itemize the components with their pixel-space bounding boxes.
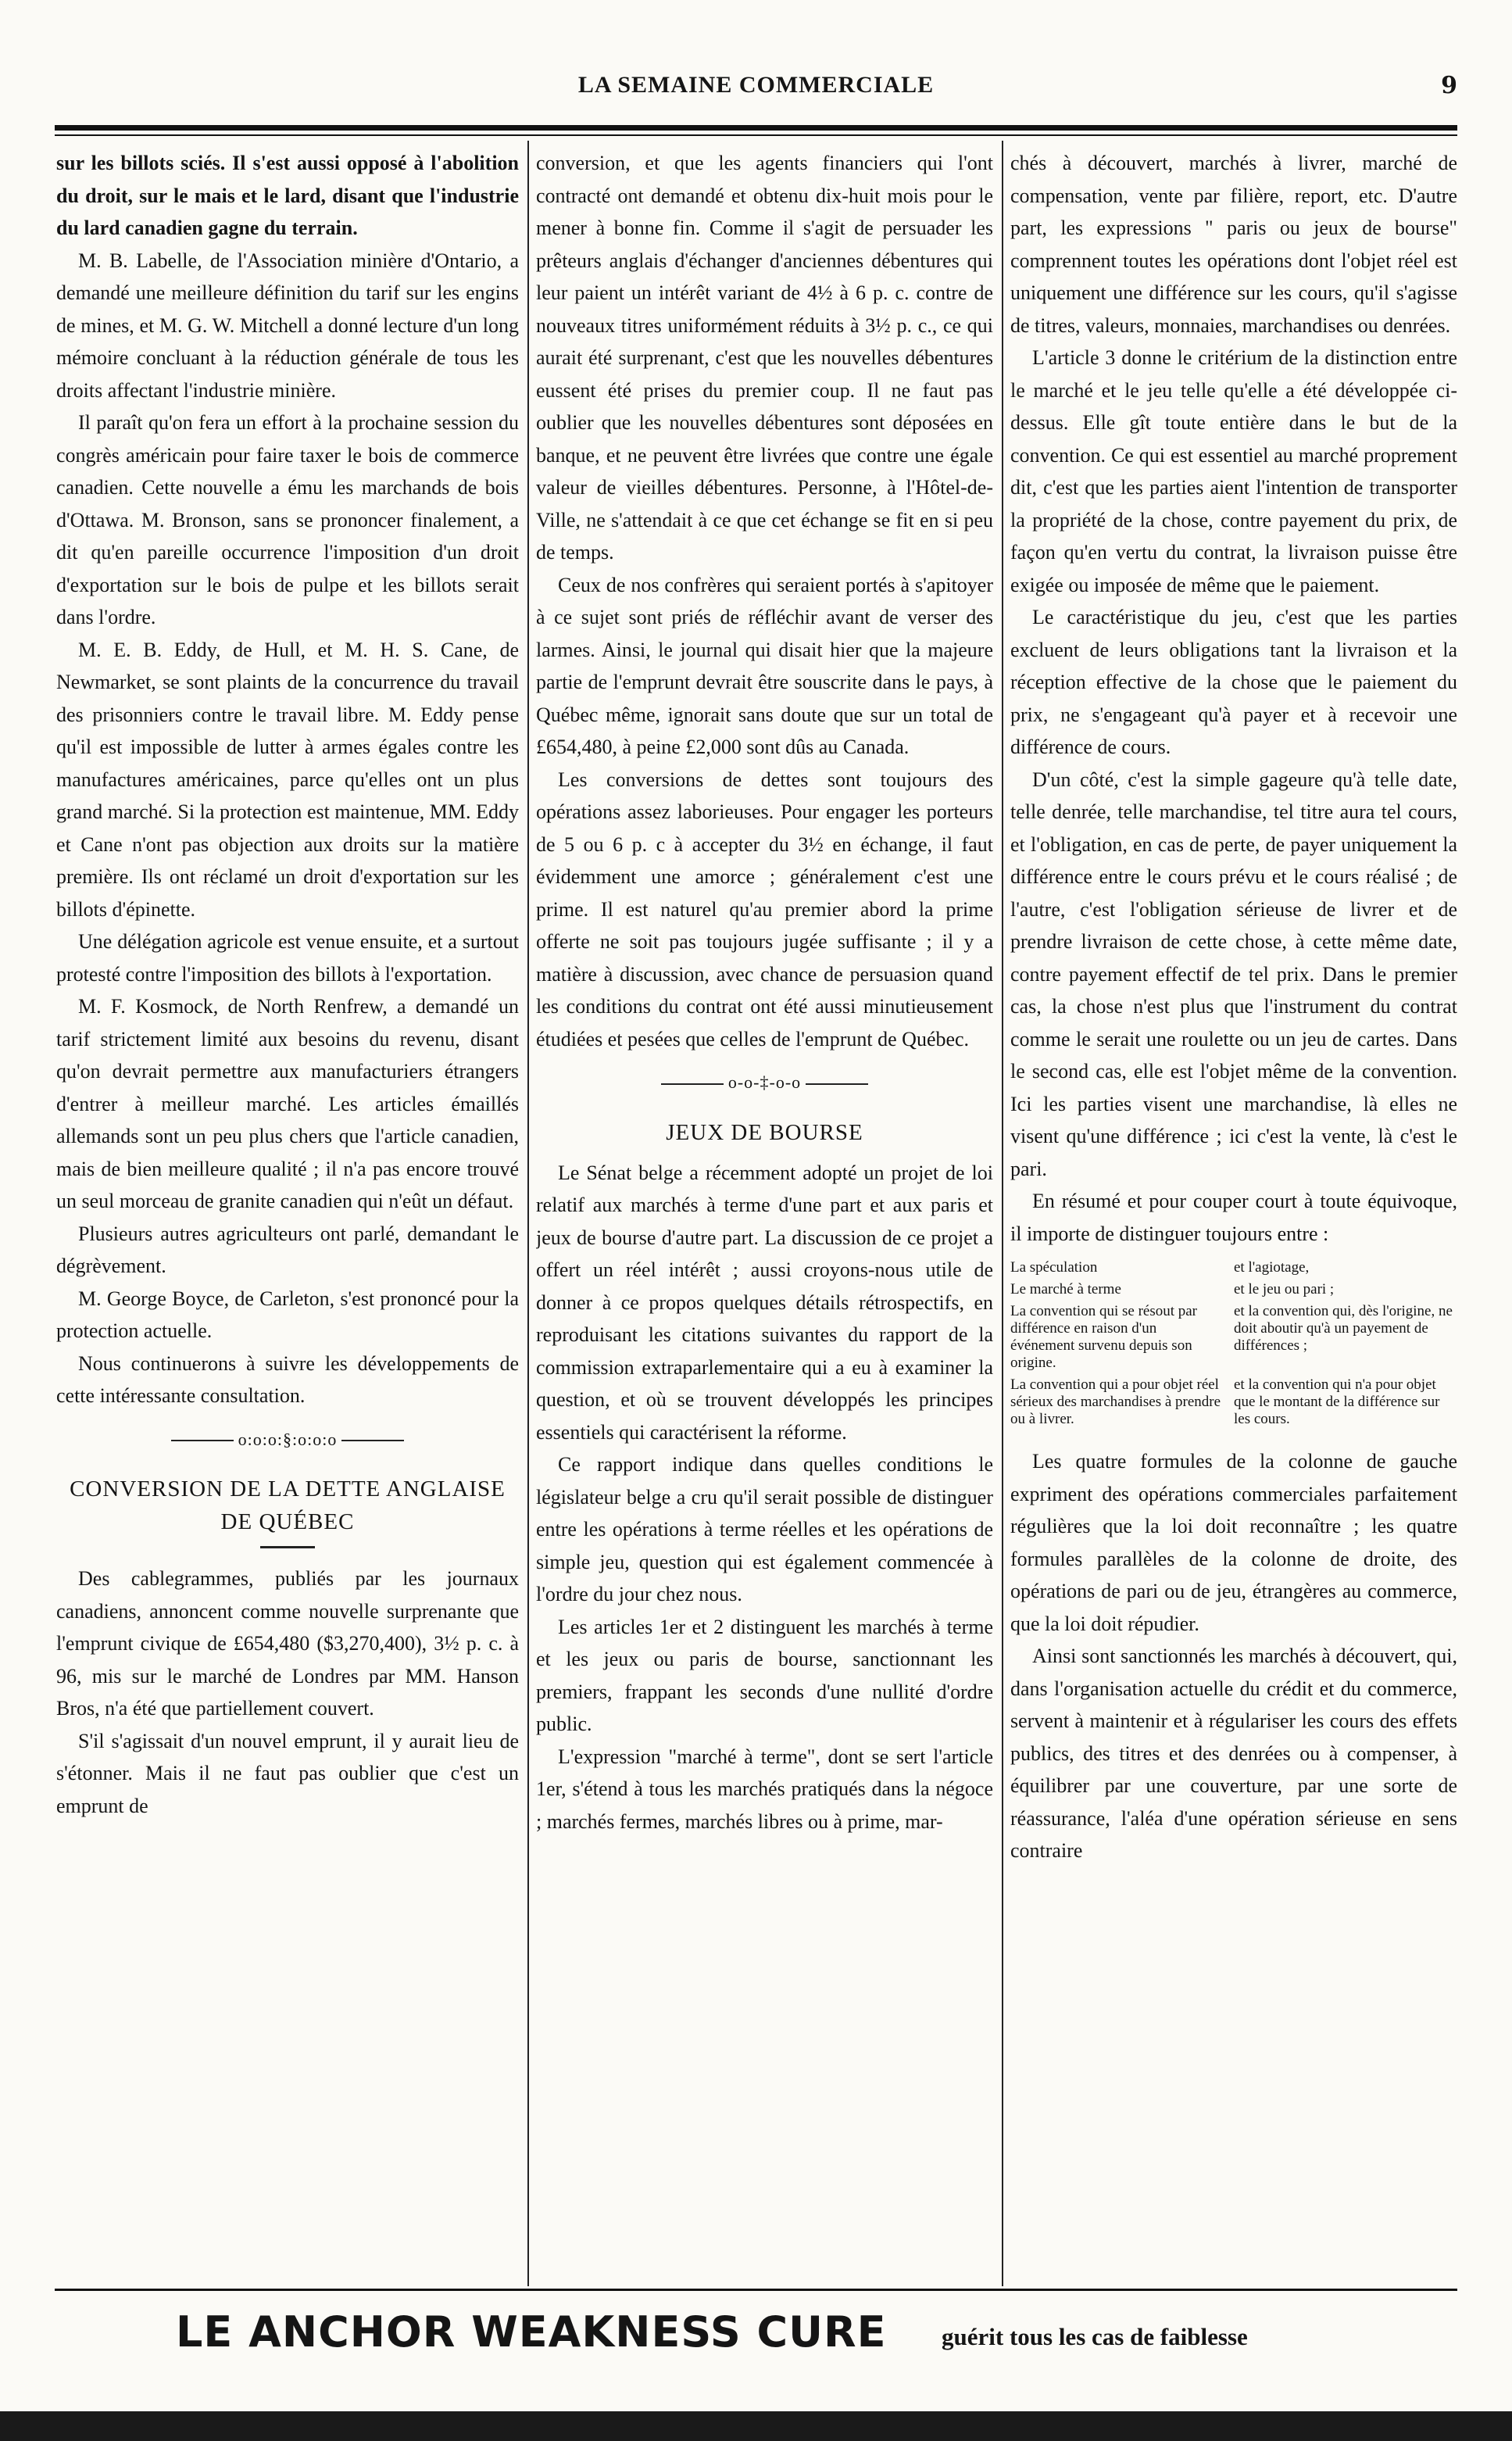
paragraph: M. F. Kosmock, de North Renfrew, a demandé un tarif strictement limité aux besoins du revenu, disant qu'on devrait permettre aux manufacturiers étrangers d'entrer à meilleur marché. Les articles émaillés allemands sont un peu plus chers que l'article canadien, mais de bien meilleure qualité ; il n'a pas encore trouvé un seul morceau de granite canadien qui n'eût un défaut. xyxy=(56,995,519,1212)
article-heading-conversion: CONVERSION DE LA DETTE ANGLAISE DE QUÉBEC xyxy=(70,1476,506,1534)
table-cell: et le jeu ou pari ; xyxy=(1234,1281,1335,1297)
paragraph: Une délégation agricole est venue ensuite, et a surtout protesté contre l'imposition des billots à l'exportation. xyxy=(56,930,519,986)
paragraph: En résumé et pour couper court à toute équivoque, il importe de distinguer toujours entre : xyxy=(1010,1190,1457,1245)
ad-headline: LE ANCHOR WEAKNESS CURE xyxy=(176,2307,887,2357)
paragraph: Les quatre formules de la colonne de gauche expriment des opérations commerciales parfaitement régulières que la loi doit reconnaître ; les quatre formules parallèles de la colonne de droite, des opérations de pari ou de jeu, étrangères au commerce, que la loi doit répudier. xyxy=(1010,1450,1457,1635)
paragraph: Les articles 1er et 2 distinguent les marchés à terme et les jeux ou paris de bourse, sanctionnant les premiers, frappant les seconds d'une nullité d'ordre public. xyxy=(536,1615,993,1735)
table-cell: La spéculation xyxy=(1010,1259,1098,1276)
table-row xyxy=(1010,1259,1457,1281)
paragraph: Les conversions de dettes sont toujours des opérations assez laborieuses. Pour engager les porteurs de 5 ou 6 p. c à accepter du 3½ en échange, il faut évidemment une amorce ; généralement c'est une prime. Il est naturel qu'au premier abord la prime offerte ne soit pas toujours jugée suffisante ; il y a matière à discussion, avec chance de persuasion quand les conditions du contrat ont été aussi minutieusement étudiées et pesées que celles de l'emprunt de Québec. xyxy=(536,768,993,1050)
table-cell: et la convention qui n'a pour objet que le montant de la différence sur les cours. xyxy=(1234,1376,1440,1427)
paragraph: Le Sénat belge a récemment adopté un projet de loi relatif aux marchés à terme d'une part et aux paris et jeux de bourse d'autre part. La discussion de ce projet a offert un réel intérêt ; aussi croyons-nous utile de donner à ce propos quelques détails rétrospectifs, en reproduisant les citations suivantes du rapport de la commission extraparlementaire qui a eu à examiner la question, et où se trouvent développés les principes essentiels qui caractérisent la réforme. xyxy=(536,1161,993,1444)
paragraph: Plusieurs autres agriculteurs ont parlé, demandant le dégrèvement. xyxy=(56,1222,519,1277)
page-header xyxy=(55,72,1457,113)
column-2 xyxy=(536,147,993,2281)
article-heading-jeux-de-bourse: JEUX DE BOURSE xyxy=(666,1119,863,1145)
table-cell: Le marché à terme xyxy=(1010,1281,1121,1297)
footer-rule xyxy=(55,2289,1457,2291)
page-number: 9 xyxy=(1441,72,1457,99)
paragraph: chés à découvert, marchés à livrer, marché de compensation, vente par filière, report, etc. D'autre part, les expressions " paris ou jeux de bourse" comprennent toutes les opérations dont l'objet réel est uniquement une différence sur les cours, qu'il s'agisse de titres, valeurs, monnaies, marchandises ou denrées. xyxy=(1010,152,1457,337)
paragraph: conversion, et que les agents financiers qui l'ont contracté ont demandé et obtenu dix-huit mois pour le mener à bonne fin. Comme il s'agit de persuader les prêteurs anglais d'échanger d'anciennes débentures qui leur paient un intérêt variant de 4½ à 6 p. c. contre de nouveaux titres uniformément réduits à 3½ p. c., ce qui aurait été surprenant, c'est que les nouvelles débentures eussent été prises du premier coup. Il ne faut pas oublier que les nouvelles débentures sont déposées en banque, et ne peuvent être livrées que contre une égale valeur de vieilles débentures. Personne, à l'Hôtel-de-Ville, ne s'attendait à ce que cet échange se fit en si peu de temps. xyxy=(536,152,993,564)
paragraph: Des cablegrammes, publiés par les journaux canadiens, annoncent comme nouvelle surprenante que l'emprunt civique de £654,480 ($3,270,400), 3½ p. c. à 96, mis sur le marché de Londres par MM. Hanson Bros, n'a été que partiellement couvert. xyxy=(56,1567,519,1720)
table-row xyxy=(1010,1376,1457,1433)
table-row xyxy=(1010,1303,1457,1376)
header-rule-thin xyxy=(55,134,1457,136)
paragraph: Ceux de nos confrères qui seraient portés à s'apitoyer à ce sujet sont priés de réfléchir avant de verser des larmes. Ainsi, le journal qui disait hier que la majeure partie de l'emprunt devrait être souscrite dans le pays, à Québec même, ignorait sans doute que sur un total de £654,480, à peine £2,000 sont dûs au Canada. xyxy=(536,573,993,758)
paragraph: Ce rapport indique dans quelles conditions le législateur belge a cru qu'il serait possible de distinguer entre les opérations à terme réelles et les opérations de simple jeu, question qui est également commencée à l'ordre du jour chez nous. xyxy=(536,1453,993,1605)
paragraph: Nous continuerons à suivre les développements de cette intéressante consultation. xyxy=(56,1351,519,1407)
ad-tagline: guérit tous les cas de faiblesse xyxy=(942,2323,1248,2350)
heading-rule xyxy=(260,1546,315,1548)
distinction-table xyxy=(1010,1259,1457,1433)
section-ornament: o-o-‡-o-o xyxy=(536,1066,993,1099)
paragraph: M. B. Labelle, de l'Association minière d'Ontario, a demandé une meilleure définition du tarif sur les engins de mines, et M. G. W. Mitchell a donné lecture d'un long mémoire concluant à la réduction générale de tous les droits affectant l'industrie minière. xyxy=(56,249,519,402)
column-divider-1 xyxy=(527,141,529,2286)
table-cell: et la convention qui, dès l'origine, ne doit aboutir qu'à un payement de différences ; xyxy=(1234,1303,1453,1354)
section-ornament: o:o:o:§:o:o:o xyxy=(56,1423,519,1456)
scan-edge-band xyxy=(0,2411,1512,2441)
table-cell: La convention qui se résout par différence en raison d'un événement survenu depuis son origine. xyxy=(1010,1303,1198,1371)
column-1 xyxy=(56,147,519,2281)
paragraph: Ainsi sont sanctionnés les marchés à découvert, qui, dans l'organisation actuelle du crédit et du commerce, servent à maintenir et à régulariser les cours des effets publics, des titres et des denrées ou à compenser, à équilibrer par une couverture, par une sorte de réassurance, l'aléa d'une opération sérieuse en sens contraire xyxy=(1010,1645,1457,1862)
table-cell: et l'agiotage, xyxy=(1234,1259,1310,1276)
paragraph: M. E. B. Eddy, de Hull, et M. H. S. Cane, de Newmarket, se sont plaints de la concurrence du travail des prisonniers contre le travail libre. M. Eddy pense qu'il est impossible de lutter à armes égales contre les manufactures américaines, parce qu'elles ont un plus grand marché. Si la protection est maintenue, MM. Eddy et Cane n'ont pas objection aux droits sur la matière première. Ils ont réclamé un droit d'exportation sur les billots d'épinette. xyxy=(56,638,519,921)
newspaper-title: LA SEMAINE COMMERCIALE xyxy=(577,72,935,98)
advertisement-banner xyxy=(55,2306,1457,2368)
paragraph: Le caractéristique du jeu, c'est que les parties excluent de leurs obligations tant la livraison et la réception effective de la chose que le paiement du prix, ne s'engageant qu'à payer et à recevoir une différence de cours. xyxy=(1010,606,1457,758)
header-rule-thick xyxy=(55,125,1457,131)
paragraph: M. George Boyce, de Carleton, s'est prononcé pour la protection actuelle. xyxy=(56,1287,519,1342)
table-row xyxy=(1010,1281,1457,1303)
table-cell: La convention qui a pour objet réel sérieux des marchandises à prendre ou à livrer. xyxy=(1010,1376,1221,1427)
paragraph: S'il s'agissait d'un nouvel emprunt, il y aurait lieu de s'étonner. Mais il ne faut pas oublier que c'est un emprunt de xyxy=(56,1729,519,1817)
paragraph: L'article 3 donne le critérium de la distinction entre le marché et le jeu telle qu'elle a été développée ci-dessus. Elle gît toute entière dans le but de la convention. Ce qui est essentiel au marché proprement dit, c'est que les parties aient l'intention de transporter la propriété de la chose, contre payement du prix, de façon qu'en vertu du contrat, la livraison puisse être exigée ou imposée de même que le paiement. xyxy=(1010,346,1457,596)
paragraph: sur les billots sciés. Il s'est aussi opposé à l'abolition du droit, sur le mais et le lard, disant que l'industrie du lard canadien gagne du terrain. xyxy=(56,152,519,239)
paragraph: L'expression "marché à terme", dont se sert l'article 1er, s'étend à tous les marchés pratiqués dans la négoce ; marchés fermes, marchés libres ou à prime, mar- xyxy=(536,1745,993,1833)
column-divider-2 xyxy=(1002,141,1003,2286)
paragraph: Il paraît qu'on fera un effort à la prochaine session du congrès américain pour faire taxer le bois de commerce canadien. Cette nouvelle a ému les marchands de bois d'Ottawa. M. Bronson, sans se prononcer finalement, a dit qu'en pareille occurrence l'imposition d'un droit d'exportation sur le bois de pulpe et les billots serait dans l'ordre. xyxy=(56,411,519,628)
column-3 xyxy=(1010,147,1457,2281)
paragraph: D'un côté, c'est la simple gageure qu'à telle date, telle denrée, telle marchandise, tel titre aura tel cours, et l'obligation, en cas de perte, de payer uniquement la différence entre le cours prévu et le cours réalisé ; de l'autre, c'est l'obligation sérieuse de livrer et de prendre livraison de cette chose, à cette même date, contre payement effectif de tel prix. Dans le premier cas, la chose n'est plus que l'instrument du contrat comme le serait une roulette ou un jeu de cartes. Dans le second cas, elle est l'objet même de la convention. Ici les parties visent une marchandise, là elles ne visent qu'une différence ; ici c'est la vente, là c'est le pari. xyxy=(1010,768,1457,1180)
